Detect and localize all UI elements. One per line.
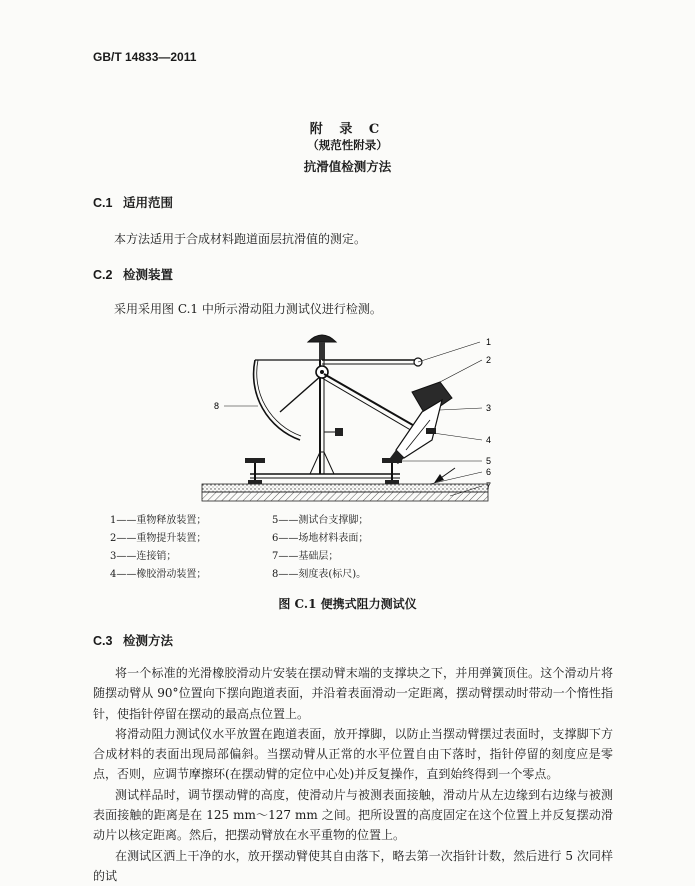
method-paragraph: 测试样品时，调节摆动臂的高度，使滑动片与被测表面接触，滑动片从左边缘到右边缘与被测表面接触的距离是在 125 mm～127 mm 之间。把所设置的高度固定在这个位置上并反复摆动滑动片以核定距离。然后，把摆动臂放在水平重物的位置上。	[93, 787, 613, 843]
section-c3-heading	[93, 631, 173, 649]
method-body	[93, 663, 613, 886]
section-title: 检测方法	[123, 633, 174, 648]
section-c2-text: 采用采用图 C.1 中所示滑动阻力测试仪进行检测。	[114, 302, 382, 316]
figure-legend-left	[110, 512, 206, 584]
callout-6: 6	[486, 467, 492, 477]
callout-3: 3	[486, 403, 492, 413]
callout-1: 1	[486, 337, 492, 347]
section-c2-heading	[93, 265, 173, 283]
legend-item: 3——连接销；	[110, 551, 177, 562]
legend-item: 2——重物提升装置；	[110, 533, 207, 544]
appendix-title: 附 录 C	[309, 122, 386, 137]
legend-item: 8——刻度表(标尺)。	[272, 569, 367, 580]
section-number: C.1	[93, 196, 113, 210]
method-paragraph: 将一个标准的光滑橡胶滑动片安装在摆动臂末端的支撑块之下，并用弹簧顶住。这个滑动片将随摆动臂从 90°位置向下摆向跑道表面，并沿着表面滑动一定距离，摆动臂摆动时带动一个惰性指针，使指针停留在摆动的最高点位置上。	[93, 666, 613, 721]
legend-item: 7——基础层；	[272, 551, 339, 562]
callout-2: 2	[486, 355, 492, 365]
weight-release-knob	[308, 335, 336, 342]
section-number: C.3	[93, 634, 113, 648]
callout-4: 4	[486, 435, 492, 445]
friction-tester-figure	[190, 320, 510, 520]
callout-7: 7	[486, 481, 492, 491]
surface-layer	[202, 484, 488, 492]
legend-item: 6——场地材料表面；	[272, 533, 369, 544]
left-support-foot	[245, 458, 265, 463]
method-paragraph: 将滑动阻力测试仪水平放置在跑道表面，放开撑脚，以防止当摆动臂摆过表面时，支撑脚下方合成材料的表面出现局部偏斜。当摆动臂从正常的水平位置自由下落时，指针停留的刻度应是零点，否则，应调节摩擦环(在摆动臂的定位中心处)并反复操作，直到始终得到一个零点。	[93, 726, 613, 782]
appendix-heading: 抗滑值检测方法	[303, 159, 392, 174]
base-layer	[202, 492, 488, 501]
appendix-subtitle: （规范性附录）	[307, 138, 388, 152]
section-number: C.2	[93, 268, 113, 282]
legend-item: 4——橡胶滑动装置；	[110, 569, 207, 580]
section-c1-text: 本方法适用于合成材料跑道面层抗滑值的测定。	[114, 232, 367, 246]
callout-8: 8	[214, 401, 220, 411]
legend-item: 1——重物释放装置；	[110, 515, 207, 526]
callout-5: 5	[486, 456, 492, 466]
method-paragraph: 在测试区洒上干净的水，放开摆动臂使其自由落下，略去第一次指针计数，然后进行 5 次同样的试	[93, 848, 613, 883]
figure-legend-right	[272, 512, 368, 584]
legend-item: 5——测试台支撑脚；	[272, 515, 369, 526]
section-title: 检测装置	[123, 267, 174, 282]
section-c1-heading	[93, 193, 173, 211]
section-title: 适用范围	[123, 195, 174, 210]
figure-caption: 图 C.1 便携式阻力测试仪	[278, 597, 417, 611]
standard-code: GB/T 14833—2011	[93, 50, 197, 64]
